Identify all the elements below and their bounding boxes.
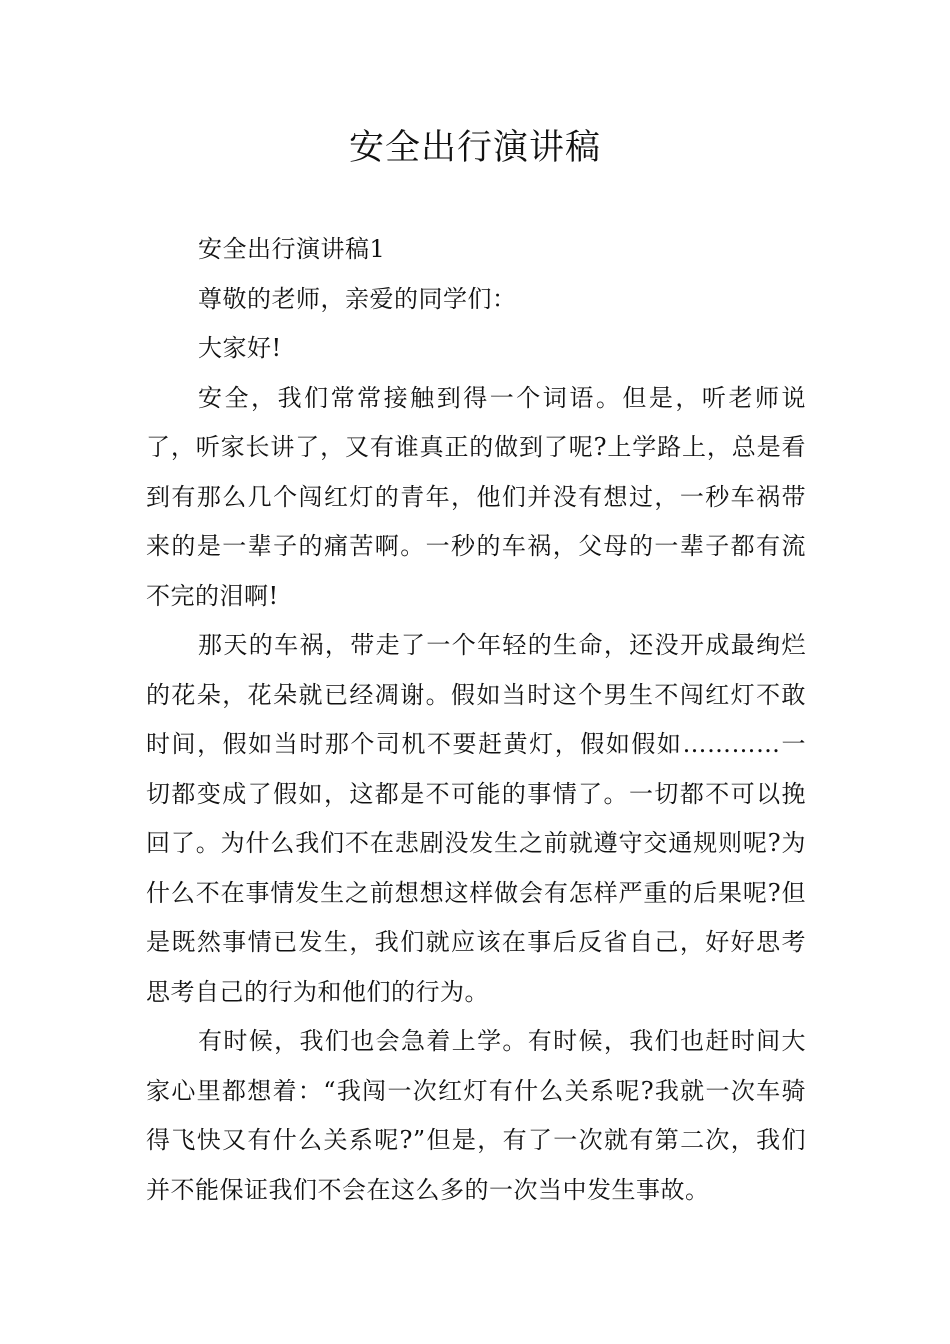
paragraph-greeting: 大家好! — [198, 334, 282, 362]
paragraph-body: 那天的车祸，带走了一个年轻的生命，还没开成最绚烂的花朵，花朵就已经凋谢。假如当时这个男生不闯红灯不敢时间，假如当时那个司机不要赶黄灯，假如假如…………一切都变成了假如，这都是不可能的事情了。一切都不可以挽回了。为什么我们不在悲剧没发生之前就遵守交通规则呢?为什么不在事情发生之前想想这样做会有怎样严重的后果呢?但是既然事情已发生，我们就应该在事后反省自己，好好思考思考自己的行为和他们的行为。 — [146, 631, 806, 1006]
paragraph-body: 安全，我们常常接触到得一个词语。但是，听老师说了，听家长讲了，又有谁真正的做到了呢?上学路上，总是看到有那么几个闯红灯的青年，他们并没有想过，一秒车祸带来的是一辈子的痛苦啊。一秒的车祸，父母的一辈子都有流不完的泪啊! — [146, 383, 806, 610]
paragraph-salutation: 尊敬的老师，亲爱的同学们： — [198, 284, 517, 313]
document-body — [146, 225, 806, 1215]
paragraph-heading: 安全出行演讲稿1 — [198, 235, 386, 263]
document-title: 安全出行演讲稿 — [348, 128, 601, 168]
paragraph-body: 有时候，我们也会急着上学。有时候，我们也赶时间大家心里都想着：“我闯一次红灯有什么关系呢?我就一次车骑得飞快又有什么关系呢?”但是，有了一次就有第二次，我们并不能保证我们不会在这么多的一次当中发生事故。 — [146, 1027, 806, 1204]
